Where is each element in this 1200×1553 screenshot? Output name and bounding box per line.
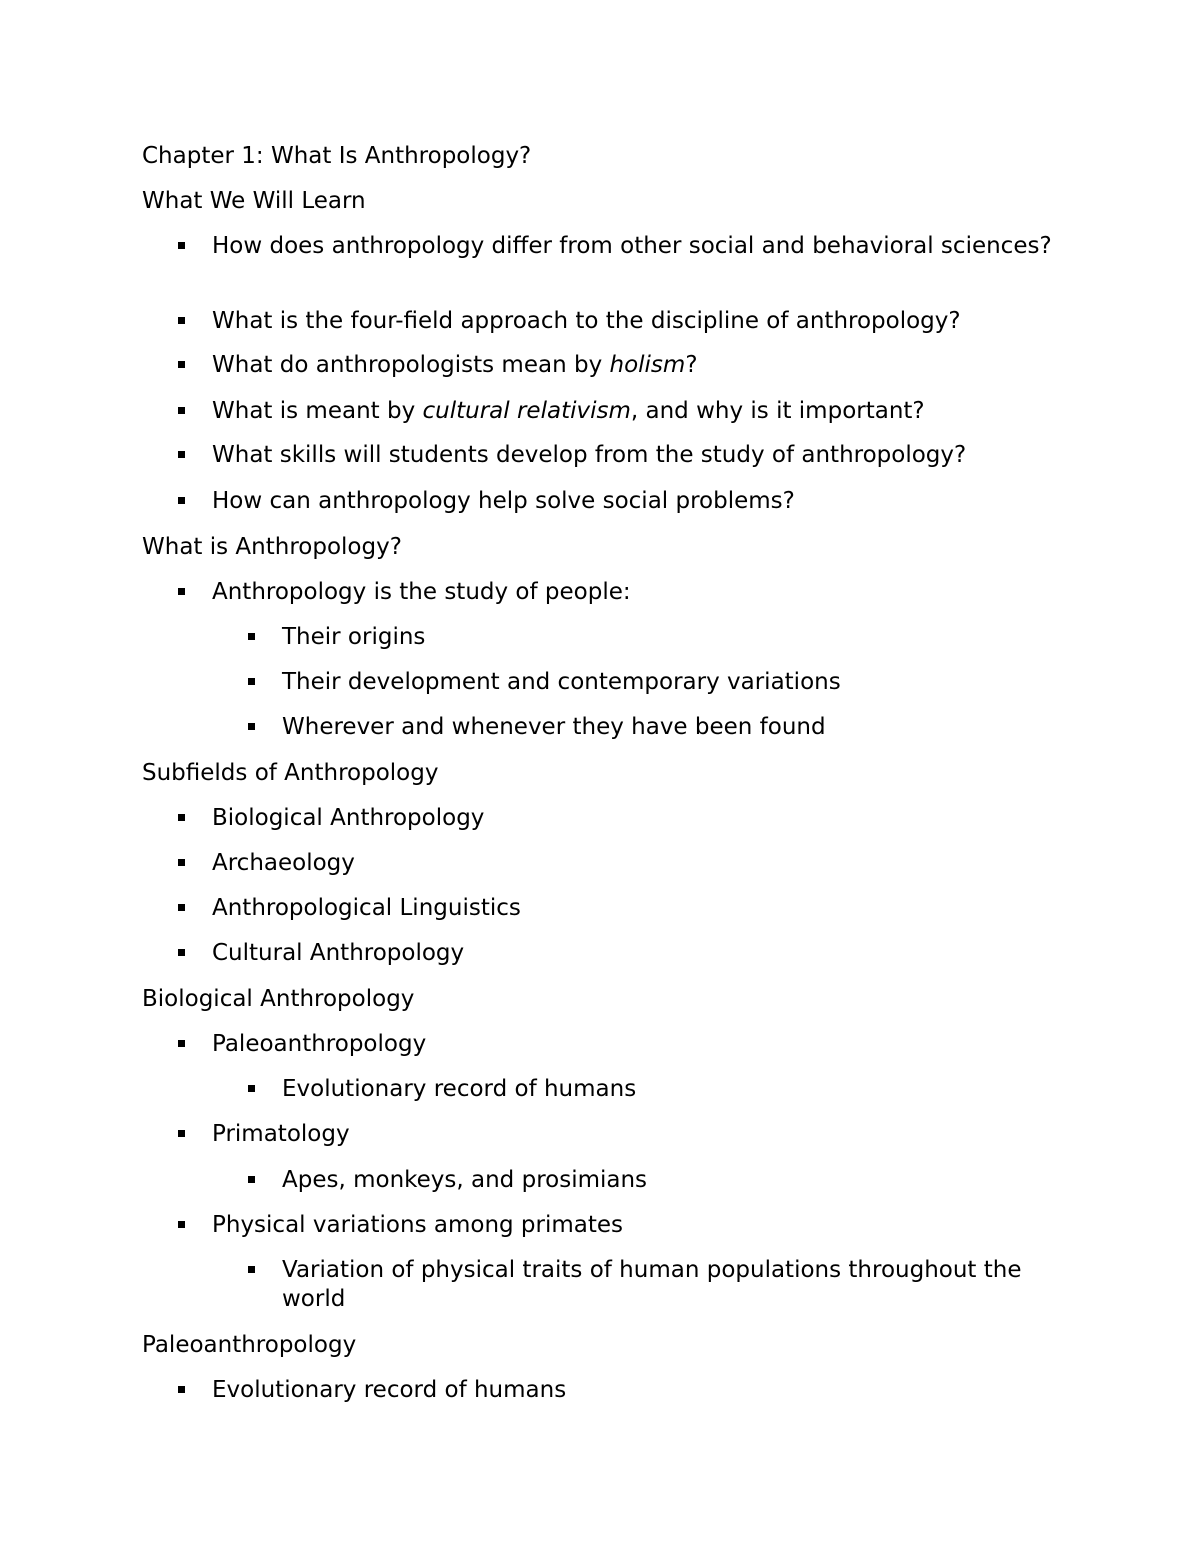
section-heading-biological-anthropology: Biological Anthropology bbox=[142, 986, 415, 1012]
bullet-square-icon bbox=[178, 904, 185, 911]
bullet-square-icon bbox=[178, 949, 185, 956]
list-item-text: What do anthropologists mean by bbox=[212, 352, 610, 378]
section-heading-subfields: Subfields of Anthropology bbox=[142, 760, 439, 786]
list-subitem: Variation of physical traits of human populations throughout the world bbox=[282, 1257, 1022, 1312]
list-item: Anthropology is the study of people: bbox=[212, 579, 631, 605]
list-item: What skills will students develop from the study of anthropology? bbox=[212, 442, 967, 468]
bullet-square-icon bbox=[248, 1176, 255, 1183]
bullet-square-icon bbox=[248, 678, 255, 685]
list-item bbox=[212, 397, 1062, 426]
bullet-square-icon bbox=[178, 497, 185, 504]
list-item: Anthropological Linguistics bbox=[212, 895, 521, 921]
section-heading-paleoanthropology: Paleoanthropology bbox=[142, 1332, 357, 1358]
list-item: Biological Anthropology bbox=[212, 805, 485, 831]
list-item: Physical variations among primates bbox=[212, 1212, 624, 1238]
list-subitem: Wherever and whenever they have been found bbox=[282, 714, 826, 740]
bullet-square-icon bbox=[178, 1386, 185, 1393]
list-item: What is the four-field approach to the discipline of anthropology? bbox=[212, 308, 961, 334]
section-heading-what-we-will-learn: What We Will Learn bbox=[142, 188, 366, 214]
list-item: How does anthropology differ from other social and behavioral sciences? bbox=[212, 233, 1052, 259]
bullet-square-icon bbox=[178, 859, 185, 866]
bullet-square-icon bbox=[178, 814, 185, 821]
list-subitem: Their origins bbox=[282, 624, 426, 650]
list-item bbox=[212, 351, 1062, 380]
bullet-square-icon bbox=[178, 451, 185, 458]
list-subitem: Apes, monkeys, and prosimians bbox=[282, 1167, 648, 1193]
bullet-square-icon bbox=[178, 1221, 185, 1228]
bullet-square-icon bbox=[178, 1130, 185, 1137]
emphasis-term: holism bbox=[609, 352, 686, 378]
bullet-square-icon bbox=[178, 317, 185, 324]
list-item-text: ? bbox=[685, 352, 698, 378]
bullet-square-icon bbox=[178, 1040, 185, 1047]
list-subitem: Evolutionary record of humans bbox=[282, 1076, 637, 1102]
chapter-title: Chapter 1: What Is Anthropology? bbox=[142, 143, 532, 169]
list-item: Paleoanthropology bbox=[212, 1031, 427, 1057]
bullet-square-icon bbox=[248, 1266, 255, 1273]
list-item: Archaeology bbox=[212, 850, 355, 876]
bullet-square-icon bbox=[178, 407, 185, 414]
bullet-square-icon bbox=[248, 1085, 255, 1092]
emphasis-term: cultural relativism bbox=[422, 398, 631, 424]
section-heading-what-is-anthropology: What is Anthropology? bbox=[142, 534, 402, 560]
bullet-square-icon bbox=[248, 633, 255, 640]
bullet-square-icon bbox=[178, 588, 185, 595]
list-item: Evolutionary record of humans bbox=[212, 1377, 567, 1403]
bullet-square-icon bbox=[248, 723, 255, 730]
list-item: How can anthropology help solve social problems? bbox=[212, 488, 795, 514]
bullet-square-icon bbox=[178, 242, 185, 249]
list-item: Cultural Anthropology bbox=[212, 940, 465, 966]
list-item-text: What is meant by bbox=[212, 398, 423, 424]
bullet-square-icon bbox=[178, 361, 185, 368]
list-subitem: Their development and contemporary variations bbox=[282, 669, 841, 695]
list-item-text: , and why is it important? bbox=[630, 398, 925, 424]
list-item: Primatology bbox=[212, 1121, 350, 1147]
